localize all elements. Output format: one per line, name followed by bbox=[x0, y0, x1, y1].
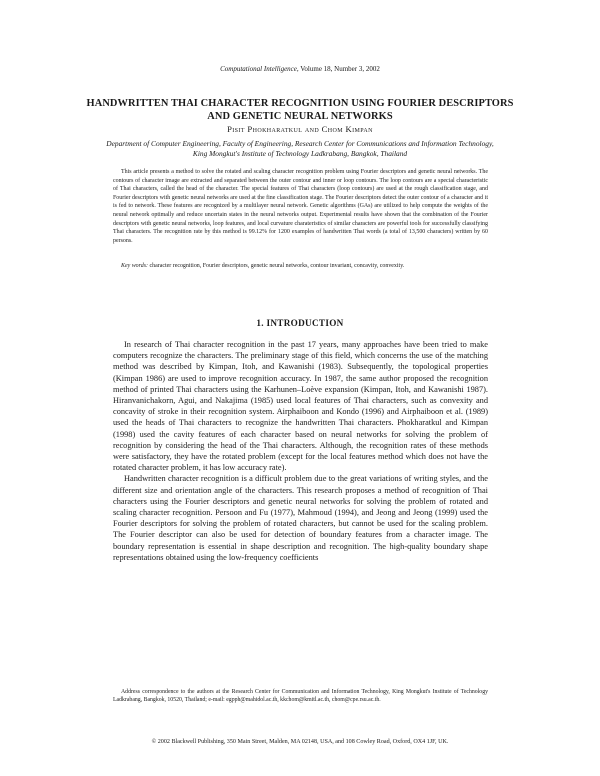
keywords-text: character recognition, Fourier descriptors, genetic neural networks, contour invariant, concavity, convexity. bbox=[148, 263, 405, 269]
copyright-notice: © 2002 Blackwell Publishing, 350 Main Street, Malden, MA 02148, USA, and 108 Cowley Road, Oxford, OX4 1JF, UK. bbox=[151, 739, 449, 745]
keywords bbox=[113, 262, 488, 271]
paper-title: HANDWRITTEN THAI CHARACTER RECOGNITION USING FOURIER DESCRIPTORS AND GENETIC NEURAL NETWORKS bbox=[86, 98, 514, 122]
paragraph: Handwritten character recognition is a difficult problem due to the great variations of writing styles, and the different size and orientation angle of the characters. This research proposes a method of recognition of Thai characters using the Fourier descriptors and genetic neural networks for solving the problem of rotated and scaling character recognition. Persoon and Fu (1977), Mahmoud (1994), and Jeong and Jeong (1999) used the Fourier descriptors for solving the problem of rotated characters, but cannot be used for the scaling problem. The Fourier descriptor can also be used for detection of boundary features from a character image. The boundary representation is essential in shape description and recognition. The high-quality boundary shape representations obtained using the low-frequency coefficients bbox=[113, 474, 488, 562]
abstract: This article presents a method to solve the rotated and scaling character recognition problem using Fourier descriptors and genetic neural networks. The contours of character image are extracted and separated between the outer contour and inner or loop contours. The loop contours are a special characteristic of Thai characters, called the head of the character. The special features of Thai characters (loop contours) are used at the rough classification stage, and Fourier descriptors with genetic neural networks are used at the fine classification stage. The Fourier descriptors detect the outer contour of a character and it is fed to network. These features are recognized by a multilayer neural network. Genetic algorithms (GAs) are utilized to help compute the weights of the neural network optimally and reduce uncertain states in the neural networks output. Experimental results have shown that the combination of the Fourier descriptors with genetic neural networks, loop features, and local curvature charateristics of similar characters are powerful tools for successfully classifying Thai characters. The recognition rate by this method is 99.12% for 1200 examples of handwritten Thai words (a total of 13,500 characters) written by 60 persons. bbox=[113, 169, 488, 244]
paragraph: In research of Thai character recognition in the past 17 years, many approaches have been tried to make computers recognize the characters. The preliminary stage of this field, which concerns the use of the matching method was described by Kimpan, Itoh, and Kawanishi (1983). Subsequently, the topological properties (Kimpan 1986) are used to improve recognition accuracy. In 1987, the same author proposed the recognition method of printed Thai characters using the Karhunen–Loève expansion (Kimpan, Itoh, and Kawanishi 1987). Hiranvanichakorn, Agui, and Nakajima (1985) used local features of Thai characters, such as convexity and concavity of stroke in their recognition system. Airphaiboon and Kondo (1996) and Airphaiboon et al. (1989) used the heads of Thai characters to recognize the handwritten Thai characters. Phokharatkul and Kimpan (1998) used the cavity features of each character based on neural networks for solving the problem of recognition by considering the head of the Thai characters. Although, the recognition rates of these methods were satisfactory, they have the rotated problem (except for the local features method which does not have the rotated character problem, it has low accuracy rate). bbox=[113, 340, 488, 473]
footnote-correspondence: Address correspondence to the authors at the Research Center for Communication and Information Technology, King Mongkut's Institute of Technology Ladkrabang, Bangkok, 10520, Thailand; e-mail: egpph@mahidol.ac.th, kkchom@kmitl.ac.th, chom@cpe.rsu.ac.th. bbox=[113, 689, 488, 704]
body-text bbox=[113, 339, 488, 563]
affiliation: Department of Computer Engineering, Faculty of Engineering, Research Center for Communications and Information Technology, King Mongkut's Institute of Technology Ladkrabang, Bangkok, Thailand bbox=[106, 139, 494, 158]
journal-name: Computational Intelligence bbox=[220, 65, 297, 73]
keywords-label: Key words: bbox=[121, 263, 148, 269]
section-heading-introduction: 1. INTRODUCTION bbox=[256, 318, 344, 328]
authors: Pisit Phokharatkul and Chom Kimpan bbox=[227, 124, 373, 134]
journal-volume: , Volume 18, Number 3, 2002 bbox=[296, 65, 380, 73]
journal-header bbox=[0, 65, 600, 73]
